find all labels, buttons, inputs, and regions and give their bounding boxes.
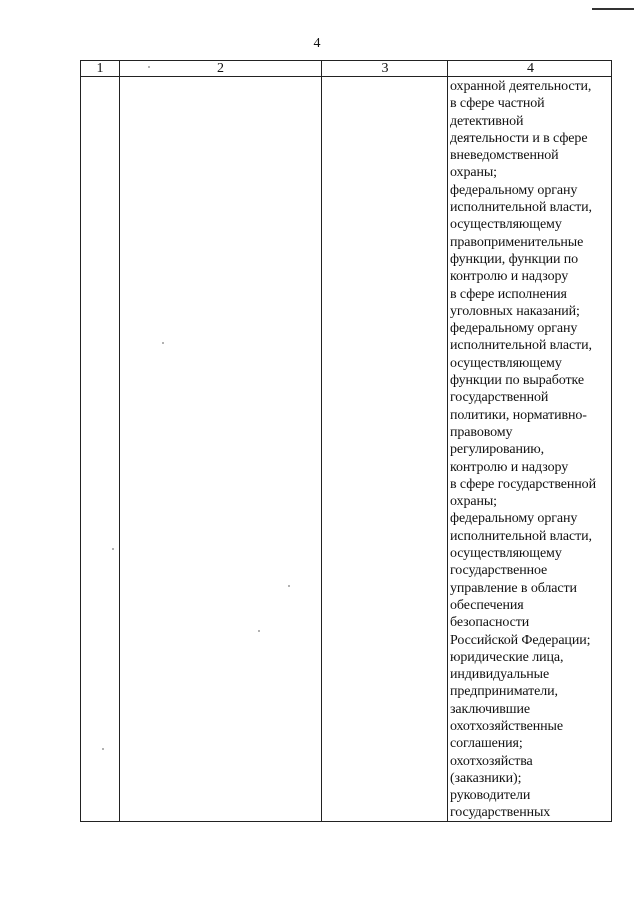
column-4-line: юридические лица, xyxy=(450,649,564,665)
column-4-line: вневедомственной xyxy=(450,148,559,164)
column-4-line: соглашения; xyxy=(450,736,523,752)
column-4-line: осуществляющему xyxy=(450,546,562,562)
column-4-line: в сфере исполнения xyxy=(450,286,567,302)
column-4-line: федеральному органу xyxy=(450,511,578,527)
column-4-line: правовому xyxy=(450,424,513,440)
column-4-line: исполнительной власти, xyxy=(450,200,592,216)
column-4-line: охраны; xyxy=(450,494,497,510)
column-4-line: обеспечения xyxy=(450,597,524,613)
column-4-line: государственной xyxy=(450,390,549,406)
column-divider-3 xyxy=(447,61,448,821)
column-4-line: руководители xyxy=(450,788,531,804)
column-4-line: Российской Федерации; xyxy=(450,632,591,648)
column-4-line: управление в области xyxy=(450,580,577,596)
column-4-line: деятельности и в сфере xyxy=(450,130,588,146)
column-4-line: в сфере частной xyxy=(450,96,545,112)
column-4-line: охотхозяйственные xyxy=(450,718,563,734)
column-4-line: государственных xyxy=(450,805,551,821)
column-divider-2 xyxy=(321,61,322,821)
document-table xyxy=(80,60,612,822)
column-4-line: контролю и надзору xyxy=(450,269,569,285)
scan-speck xyxy=(112,548,114,550)
column-4-line: государственное xyxy=(450,563,548,579)
column-4-line: контролю и надзору xyxy=(450,459,569,475)
column-4-line: исполнительной власти, xyxy=(450,338,592,354)
column-4-line: охраны; xyxy=(450,165,497,181)
scan-speck xyxy=(102,748,104,750)
table-header-row xyxy=(81,61,611,77)
header-col-3: 3 xyxy=(381,61,389,76)
column-4-line: безопасности xyxy=(450,615,530,631)
header-col-2: 2 xyxy=(217,61,224,76)
page-number: 4 xyxy=(313,36,321,51)
column-4-line: (заказники); xyxy=(450,770,522,786)
scan-speck xyxy=(148,66,150,68)
column-4-line: детективной xyxy=(450,113,524,129)
column-4-line: исполнительной власти, xyxy=(450,528,592,544)
scan-speck xyxy=(162,342,164,344)
column-4-line: в сфере государственной xyxy=(450,476,596,492)
column-4-line: осуществляющему xyxy=(450,355,562,371)
column-4-text xyxy=(450,78,610,822)
column-4-line: функции по выработке xyxy=(450,373,584,389)
column-4-line: регулированию, xyxy=(450,442,545,458)
column-4-line: политики, нормативно- xyxy=(450,407,587,423)
column-4-line: охранной деятельности, xyxy=(450,79,592,94)
column-4-line: заключившие xyxy=(450,701,530,717)
scan-edge-mark xyxy=(592,8,634,10)
column-4-line: уголовных наказаний; xyxy=(450,303,580,319)
column-4-line: индивидуальные xyxy=(450,667,550,683)
header-col-4: 4 xyxy=(527,61,534,76)
column-4-line: функции, функции по xyxy=(450,251,579,267)
column-4-line: охотхозяйства xyxy=(450,753,533,769)
column-4-line: правоприменительные xyxy=(450,234,584,250)
column-4-line: предприниматели, xyxy=(450,684,558,700)
scan-speck xyxy=(258,630,260,632)
column-4-line: осуществляющему xyxy=(450,217,562,233)
column-4-line: федеральному органу xyxy=(450,321,578,337)
header-col-1: 1 xyxy=(96,61,104,76)
column-4-line: федеральному органу xyxy=(450,182,578,198)
scan-speck xyxy=(288,585,290,587)
column-divider-1 xyxy=(119,61,120,821)
